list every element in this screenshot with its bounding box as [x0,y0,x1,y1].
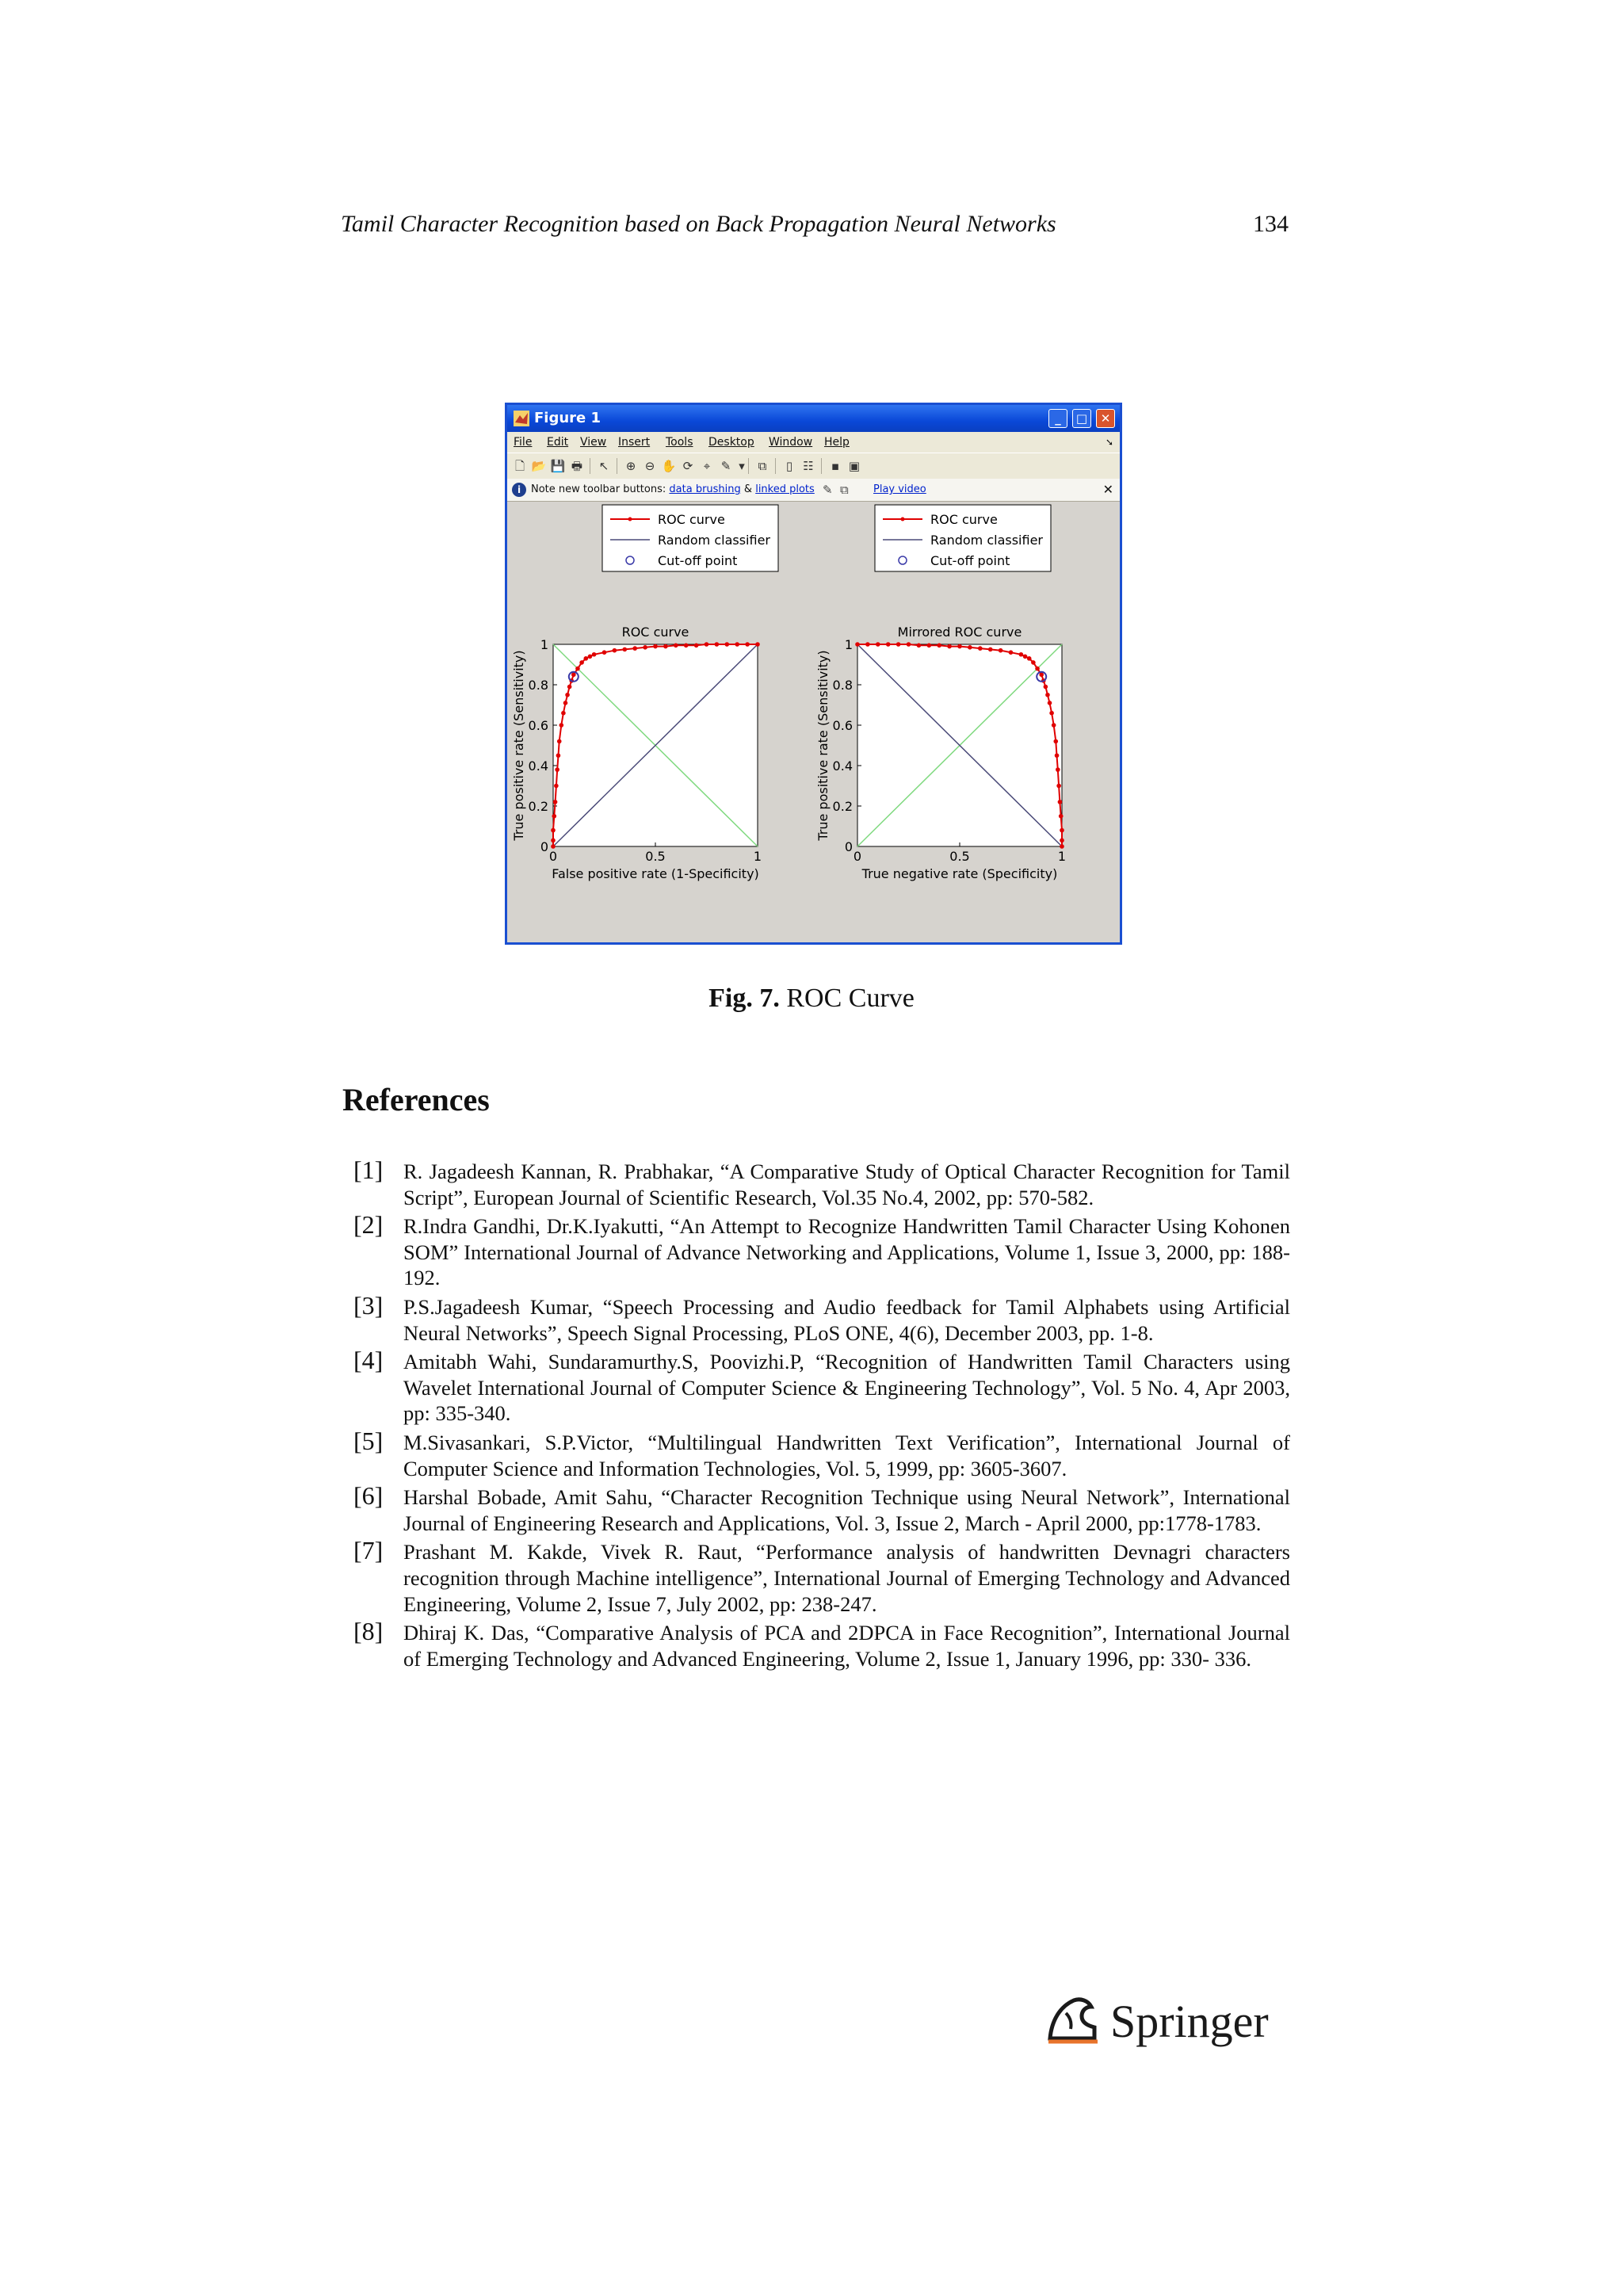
roc-curve-point [592,652,597,657]
reference-number: [1] [353,1156,384,1184]
roc-curve-point [1019,652,1024,657]
page-number: 134 [1253,211,1289,237]
plot-title: Mirrored ROC curve [897,625,1022,640]
reference-item [342,1617,1290,1671]
roc-curve-point [551,839,556,843]
maximize-button[interactable]: □ [1072,409,1091,428]
roc-curve-point [571,672,576,677]
roc-curve-point [1027,656,1032,661]
menu-view[interactable]: View [580,436,607,449]
show-plot-tools-icon[interactable]: ▣ [848,459,861,473]
figure-caption [0,981,1623,1016]
roc-curve-point [551,844,556,849]
roc-curve-point [552,814,556,819]
plot-title: ROC curve [621,625,689,640]
roc-curve-point [1023,655,1028,659]
roc-curve-point [565,693,570,697]
roc-curve-point [1056,784,1061,789]
toolbar-separator [821,458,822,474]
roc-curve-point [917,643,922,648]
roc-curve-point [643,645,647,650]
roc-curve-point [937,643,941,648]
hide-plot-tools-icon[interactable]: ▪ [831,459,840,473]
reference-list [342,1156,1290,1675]
menu-insert[interactable]: Insert [618,436,651,449]
y-tick-label: 0 [540,839,548,854]
rotate-3d-icon[interactable]: ⟳ [682,459,693,473]
info-text [531,479,815,501]
roc-curve-point [725,642,730,647]
legend-label: ROC curve [930,512,998,527]
reference-item [342,1536,1290,1617]
reference-text: P.S.Jagadeesh Kumar, “Speech Processing and Audio feedback for Tamil Alphabets using Artificial Neural Networks”, Speech Signal Processing, PLoS ONE, 4(6), December 2003, pp. 1-8. [403,1294,1290,1345]
menu-bar [507,432,1120,453]
link-plot-icon[interactable]: ⧉ [840,483,849,497]
new-figure-icon[interactable]: 🗋 [514,459,525,473]
roc-curve-point [907,642,911,647]
roc-curve-point [876,642,880,647]
reference-item [342,1156,1290,1210]
roc-curve-point [632,646,637,651]
y-tick-label: 0.6 [528,718,548,733]
roc-curve-point [1055,753,1060,758]
y-tick-label: 0.4 [528,758,548,774]
roc-curve-point [575,667,580,671]
roc-curve-point [855,642,860,647]
y-tick-label: 0.8 [528,678,548,693]
data-cursor-icon[interactable]: ⌖ [703,459,711,473]
roc-curve-point [865,642,870,647]
reference-text: Amitabh Wahi, Sundaramurthy.S, Poovizhi.P, “Recognition of Handwritten Tamil Characters using Wavelet International Journal of Computer Science & Engineering Technology”, Vol. 5 No. 4, Apr 2003, pp: 335-340. [403,1350,1290,1426]
play-video-link[interactable]: Play video [873,483,926,495]
y-tick-label: 0 [844,839,853,854]
roc-curve-point [927,643,932,648]
colorbar-icon[interactable]: ▯ [785,459,793,473]
springer-logo [1042,1989,1296,2053]
roc-curve-point [886,642,891,647]
reference-number: [8] [353,1617,384,1646]
save-icon[interactable]: 💾 [550,459,566,473]
link-plot-icon[interactable]: ⧉ [758,459,767,473]
running-title: Tamil Character Recognition based on Back Propagation Neural Networks [341,211,1056,237]
y-tick-label: 1 [540,637,548,652]
reference-item [342,1290,1290,1346]
x-axis-label: True negative rate (Specificity) [861,866,1058,881]
roc-curve-point [1053,739,1058,744]
roc-curve-point [567,685,572,690]
y-axis-label: True positive rate (Sensitivity) [511,650,526,841]
roc-curve-point [1044,685,1048,690]
roc-curve-point [755,642,760,647]
legend-icon[interactable]: ☷ [803,459,814,473]
print-icon[interactable]: 🖶 [571,459,583,473]
edit-plot-icon[interactable]: ↖ [598,459,609,473]
menu-edit[interactable]: Edit [547,436,569,449]
legend-label: Random classifier [930,533,1043,548]
roc-curve-point [555,767,559,772]
reference-text: Harshal Bobade, Amit Sahu, “Character Recognition Technique using Neural Network”, International Journal of Engineering Research and Applications, Vol. 3, Issue 2, March - April 2000, pp:1778-1783. [403,1485,1290,1535]
figure-caption-text: ROC Curve [786,984,915,1013]
roc-curve-point [613,648,617,653]
y-tick-label: 0.2 [528,799,548,814]
figure-toolbar [507,453,1120,479]
roc-curve-point [674,643,678,648]
legend-marker-roc [901,518,905,521]
pan-icon[interactable]: ✋ [661,459,677,473]
roc-curve-point [694,643,699,648]
roc-curve-point [947,644,952,649]
x-tick-label: 1 [753,849,762,864]
roc-curve-point [623,648,628,652]
roc-curve-point [1009,650,1014,655]
roc-curve-point [1035,667,1040,671]
reference-text: R.Indra Gandhi, Dr.K.Iyakutti, “An Attempt to Recognize Handwritten Tamil Character Using Kohonen SOM” International Journal of Advance Networking and Applications, Volume 1, Issue 3, 2000, pp: 188-192. [403,1214,1290,1290]
roc-curve-point [563,701,568,705]
springer-horse-icon [1048,2000,1098,2042]
linked-plots-link[interactable]: linked plots [755,483,815,495]
reference-item [342,1210,1290,1291]
window-title: Figure 1 [534,410,601,426]
x-tick-label: 0 [853,849,862,864]
legend-label: Cut-off point [930,553,1010,568]
close-icon[interactable]: ✕ [1102,482,1113,497]
reference-text: Prashant M. Kakde, Vivek R. Raut, “Performance analysis of handwritten Devnagri characters recognition through Machine intelligence”, International Journal of Emerging Technology and Advanced Engineering, Volume 2, Issue 7, July 2002, pp: 238-247. [403,1540,1290,1616]
legend-label: Cut-off point [658,553,738,568]
y-axis-label: True positive rate (Sensitivity) [815,650,831,841]
roc-curve-point [553,800,558,804]
roc-curve-point [988,648,993,652]
roc-curve-point [561,711,566,716]
menu-desktop[interactable]: Desktop [708,436,754,449]
roc-curve-point [999,648,1003,653]
reference-item [342,1426,1290,1481]
window-titlebar[interactable] [507,405,1120,432]
roc-curve-point [1060,844,1064,849]
roc-curve-point [583,656,588,661]
x-axis-label: False positive rate (1-Specificity) [552,866,759,881]
brush-icon[interactable]: ✎ [823,483,833,497]
roc-curve-point [705,642,709,647]
roc-curve-point [1056,767,1060,772]
minimize-button[interactable]: _ [1048,409,1067,428]
reference-number: [5] [353,1426,384,1455]
info-icon: i [512,483,526,497]
roc-curve-point [551,828,556,833]
menu-window[interactable]: Window [769,436,813,449]
springer-wordmark: Springer [1110,1996,1269,2047]
roc-curve-point [557,739,562,744]
x-tick-label: 0.5 [645,849,666,864]
close-button[interactable]: ✕ [1096,409,1115,428]
roc-curve-point [957,644,962,649]
x-tick-label: 1 [1057,849,1067,864]
y-tick-label: 0.2 [832,799,853,814]
roc-curve-point [554,784,559,789]
running-head [341,208,1289,240]
reference-number: [6] [353,1481,384,1511]
roc-curve-point [968,645,972,650]
x-tick-label: 0.5 [949,849,970,864]
zoom-out-icon[interactable]: ⊖ [644,459,655,473]
legend-label: ROC curve [658,512,725,527]
reference-number: [4] [353,1346,384,1375]
roc-curve-point [663,644,668,649]
roc-curve-point [896,642,901,647]
menu-file[interactable]: File [514,436,533,449]
roc-curve-point [1060,828,1064,833]
zoom-in-icon[interactable]: ⊕ [625,459,636,473]
roc-curve-point [684,643,689,648]
reference-text: Dhiraj K. Das, “Comparative Analysis of PCA and 2DPCA in Face Recognition”, International Journal of Emerging Technology and Advanced Engineering, Volume 2, Issue 1, January 1996, pp: 330- 336. [403,1621,1290,1671]
roc-curve-point [559,723,564,728]
roc-curve-point [653,644,658,649]
roc-curve-point [588,655,593,659]
info-prefix: Note new toolbar buttons: [531,483,666,495]
reference-text: M.Sivasankari, S.P.Victor, “Multilingual Handwritten Text Verification”, International Journal of Computer Science and Information Technologies, Vol. 5, 1999, pp: 3605-3607. [403,1430,1290,1480]
y-tick-label: 1 [844,637,853,652]
open-file-icon[interactable]: 📂 [531,459,547,473]
roc-curve-point [735,642,739,647]
y-tick-label: 0.6 [832,718,853,733]
reference-item [342,1346,1290,1427]
roc-curve-point [1045,693,1050,697]
roc-curve-point [1031,660,1036,665]
figure-label: Fig. 7. [708,984,780,1013]
dock-arrow-icon[interactable]: ➘ [1105,437,1113,448]
brush-dropdown-icon[interactable]: ▾ [739,459,745,473]
brush-icon[interactable]: ✎ [720,459,731,473]
roc-curve-point [1048,701,1052,705]
info-bar [507,479,1120,502]
reference-number: [2] [353,1210,384,1240]
roc-curve-point [1058,800,1063,804]
plot-canvas [507,502,1120,942]
menu-help[interactable]: Help [824,436,850,449]
reference-number: [7] [353,1536,384,1565]
roc-curve-point [745,642,750,647]
figure-window [505,403,1122,945]
references-heading: References [342,1082,490,1117]
data-brushing-link[interactable]: data brushing [669,483,741,495]
roc-curve-point [1059,814,1064,819]
roc-curve-point [556,753,561,758]
roc-curve-point [579,660,584,665]
reference-item [342,1481,1290,1536]
y-tick-label: 0.4 [832,758,853,774]
reference-text: R. Jagadeesh Kannan, R. Prabhakar, “A Comparative Study of Optical Character Recognition for Tamil Script”, European Journal of Scientific Research, Vol.35 No.4, 2002, pp: 570-582. [403,1159,1290,1209]
toolbar-separator [748,458,749,474]
toolbar-separator [775,458,776,474]
reference-number: [3] [353,1290,384,1320]
roc-curve-point [1049,711,1054,716]
y-tick-label: 0.8 [832,678,853,693]
menu-tools[interactable]: Tools [666,436,693,449]
roc-curve-point [602,650,607,655]
legend-label: Random classifier [658,533,770,548]
roc-curve-point [1052,723,1056,728]
roc-curve-point [1060,839,1064,843]
roc-curve-point [715,642,720,647]
roc-curve-point [978,646,983,651]
roc-curve-point [1039,672,1044,677]
x-tick-label: 0 [548,849,558,864]
matlab-icon [514,411,529,426]
legend-marker-roc [628,518,632,521]
info-ampersand: & [743,483,753,495]
